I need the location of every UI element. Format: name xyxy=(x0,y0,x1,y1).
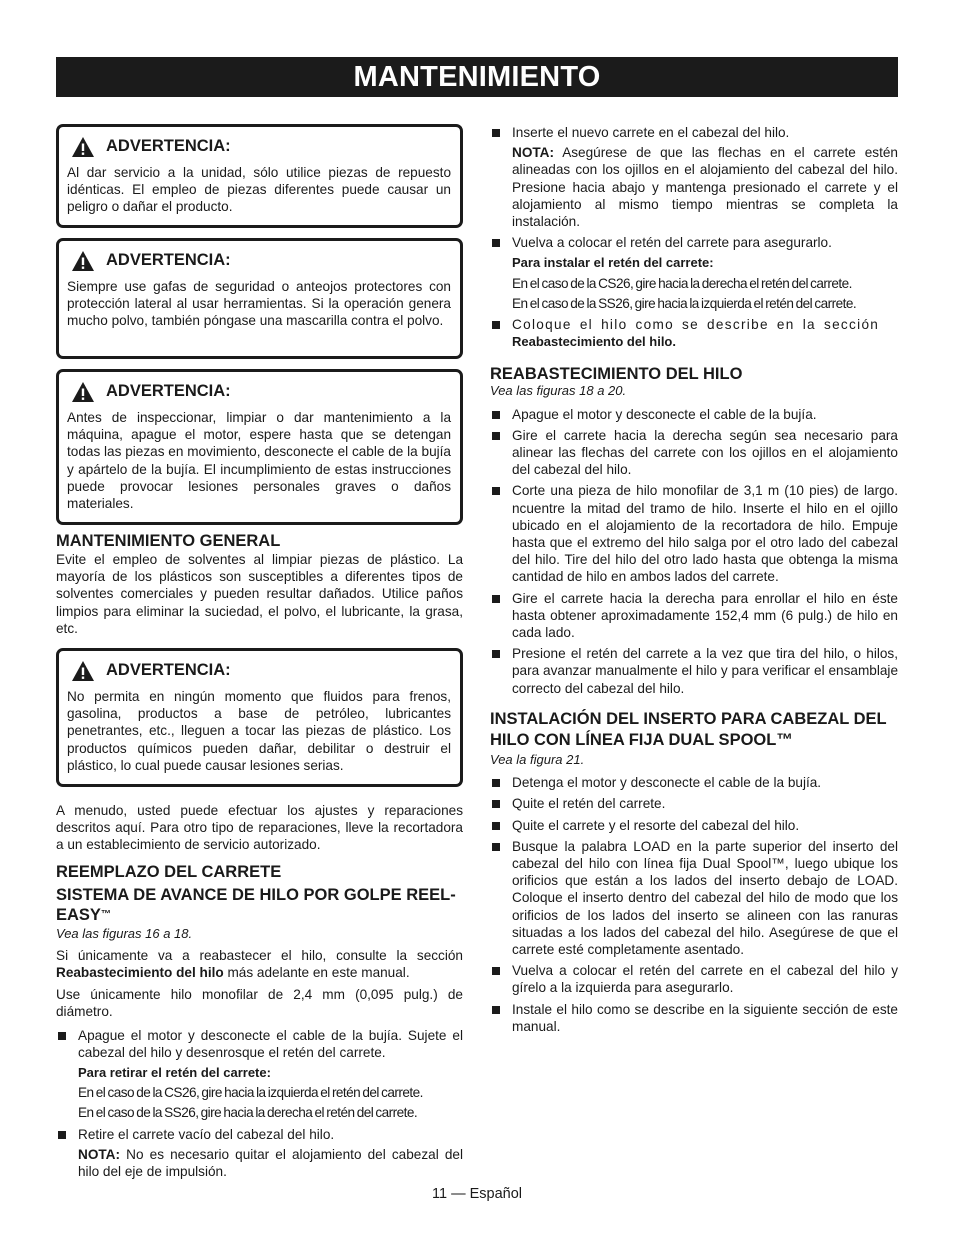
warning-text: Al dar servicio a la unidad, sólo utilice piezas de repuesto idénticas. El empleo de piezas diferentes puede causar un peligro o dañar el producto. xyxy=(67,165,451,215)
bullet-list xyxy=(490,406,898,697)
warning-box xyxy=(56,238,463,359)
left-column xyxy=(56,124,463,1184)
list-item: Vuelva a colocar el retén del carrete en el cabezal del hilo y gírelo a la izquierda para asegurarlo. xyxy=(490,962,898,996)
list-item: Apague el motor y desconecte el cable de la bujía. xyxy=(490,406,898,423)
list-item: Gire el carrete hacia la derecha según sea necesario para alinear las flechas del carrete con los ojillos en el alojamiento del cabezal del hilo. xyxy=(490,427,898,479)
section-heading: MANTENIMIENTO GENERAL xyxy=(56,532,281,550)
general-text: Evite el empleo de solventes al limpiar piezas de plástico. La mayoría de los plásticos son susceptibles a diferentes tipos de solventes comerciales y pueden resultar dañados. Utilice paños limpios para eliminar la suciedad, el polvo, el lubricante, la grasa, etc. xyxy=(56,552,463,636)
warning-icon xyxy=(71,381,95,403)
warning-icon xyxy=(71,660,95,682)
instruction-line: En el caso de la SS26, gire hacia la derecha el retén del carrete. xyxy=(78,1105,418,1121)
list-item: Corte una pieza de hilo monofilar de 3,1 m (10 pies) de largo. ncuentre la mitad del tramo de hilo. Inserte el hilo en el ojillo ubicado en el alojamiento de la recortadora de hilo. Empuje hasta que el extremo del hilo salga por el otro lado del cabezal del hilo. Tire del hilo del otro lado hasta que obtenga la misma cantidad de hilo en ambos lados del carrete. xyxy=(490,482,898,585)
service-text: A menudo, usted puede efectuar los ajustes y reparaciones descritos aquí. Para otro tipo de reparaciones, lleve la recortadora a un establecimiento de servicio autorizado. xyxy=(56,803,463,853)
warning-box xyxy=(56,124,463,228)
warning-heading: ADVERTENCIA: xyxy=(71,381,451,403)
list-item: Vuelva a colocar el retén del carrete para asegurarlo. Para instalar el retén del carrete: En el caso de la CS26, gire hacia la derecha el retén del carrete. En el caso de la SS26, gire hacia la izquierda el retén del carrete. xyxy=(490,234,898,312)
list-item: Gire el carrete hacia la derecha para enrollar el hilo en éste hasta obtener aproximadamente 152,4 mm (6 pulg.) de hilo en cada lado. xyxy=(490,590,898,642)
instruction-line: En el caso de la SS26, gire hacia la izquierda el retén del carrete. xyxy=(512,295,857,311)
paragraph: Use únicamente hilo monofilar de 2,4 mm (0,095 pulg.) de diámetro. xyxy=(56,987,463,1020)
paragraph: Si únicamente va a reabastecer el hilo, consulte la sección Reabastecimiento del hilo más adelante en este manual. xyxy=(56,947,463,981)
bullet-list xyxy=(490,124,898,350)
section-heading: REABASTECIMIENTO DEL HILO xyxy=(490,365,743,384)
list-item: Quite el carrete y el resorte del cabezal del hilo. xyxy=(490,817,898,834)
note: NOTA: No es necesario quitar el alojamiento del cabezal del hilo del eje de impulsión. xyxy=(78,1146,463,1180)
note: NOTA: Asegúrese de que las flechas en el carrete estén alineadas con los ojillos en el alojamiento del cabezal del hilo. Presione hacia abajo y mantenga presionado el carrete y el alojamiento al mismo tiempo mientras se completa la instalación. xyxy=(512,145,898,230)
page-title: MANTENIMIENTO xyxy=(56,57,898,97)
list-item: Inserte el nuevo carrete en el cabezal del hilo. NOTA: Asegúrese de que las flechas en el carrete estén alineadas con los ojillos en el alojamiento del cabezal del hilo. Presione hacia abajo y mantenga presionado el carrete y el alojamiento al mismo tiempo mientras se completa la instalación. xyxy=(490,124,898,230)
section-heading: INSTALACIÓN DEL INSERTO PARA CABEZAL DEL HILO CON LÍNEA FIJA DUAL SPOOL™ xyxy=(490,709,887,749)
warning-heading: ADVERTENCIA: xyxy=(71,136,451,158)
figure-reference: Vea las figuras 18 a 20. xyxy=(490,383,627,399)
list-item: Quite el retén del carrete. xyxy=(490,795,898,812)
bullet-list xyxy=(56,1027,463,1181)
right-column xyxy=(490,124,898,1039)
figure-reference: Vea la figura 21. xyxy=(490,751,585,767)
list-item: Busque la palabra LOAD en la parte superior del inserto del cabezal del hilo con línea fija Dual Spool™, luego ubique los orificios que están a los lados del inserto debajo de LOAD. Coloque el inserto dentro del cabezal del hilo de modo que los orificios de los lados del inserto se alineen con las ranuras situadas a los lados del cabezal del hilo. Asegúrese de que el carrete esté completamente asentado. xyxy=(490,838,898,958)
warning-text: No permita en ningún momento que fluidos para frenos, gasolina, productos a base de petróleo, lubricantes penetrantes, etc., lleguen a tocar las piezas de plástico. Los productos químicos pueden dañar, debilitar o destruir el plástico, lo cual puede causar lesiones serias. xyxy=(67,689,451,773)
warning-text: Siempre use gafas de seguridad o anteojos protectores con protección lateral al usar herramientas. Si la operación genera mucho polvo, también póngase una mascarilla contra el polvo. xyxy=(67,279,451,329)
page-number: 11 xyxy=(431,1186,448,1202)
section-heading: REEMPLAZO DEL CARRETE xyxy=(56,862,282,881)
instruction-line: En el caso de la CS26, gire hacia la izquierda el retén del carrete. xyxy=(78,1085,423,1101)
page-footer: 11 — Español xyxy=(431,1186,523,1202)
list-item: Retire el carrete vacío del cabezal del hilo. NOTA: No es necesario quitar el alojamiento del cabezal del hilo del eje de impulsión. xyxy=(56,1126,463,1181)
figure-reference: Vea las figuras 16 a 18. xyxy=(56,925,193,941)
instruction-label: Para retirar el retén del carrete: xyxy=(78,1065,271,1081)
instruction-label: Para instalar el retén del carrete: xyxy=(512,255,714,271)
bullet-list xyxy=(490,774,898,1035)
warning-text: Antes de inspeccionar, limpiar o dar mantenimiento a la máquina, apague el motor, espere hasta que se detengan todas las piezas en movimiento, desconecte el cable de la bujía y apártelo de la bujía. El incumplimiento de estas instrucciones puede provocar lesiones personales graves o daños materiales. xyxy=(67,410,451,512)
instruction-line: En el caso de la CS26, gire hacia la derecha el retén del carrete. xyxy=(512,275,852,291)
section-subheading: SISTEMA DE AVANCE DE HILO POR GOLPE REEL-EASY™ xyxy=(56,885,456,924)
warning-box xyxy=(56,648,463,787)
language-label: Español xyxy=(469,1186,523,1202)
list-item: Presione el retén del carrete a la vez que tira del hilo, o hilos, para avanzar manualmente el hilo y para verificar el ensamblaje correcto del cabezal del hilo. xyxy=(490,645,898,697)
list-item: Apague el motor y desconecte el cable de la bujía. Sujete el cabezal del hilo y desenrosque el retén del carrete. Para retirar el retén del carrete: En el caso de la CS26, gire hacia la izquierda el retén del carrete. En el caso de la SS26, gire hacia la derecha el retén del carrete. xyxy=(56,1027,463,1122)
warning-icon xyxy=(71,250,95,272)
list-item: Detenga el motor y desconecte el cable de la bujía. xyxy=(490,774,898,791)
list-item: Instale el hilo como se describe en la siguiente sección de este manual. xyxy=(490,1001,898,1035)
warning-heading: ADVERTENCIA: xyxy=(71,660,451,682)
warning-heading: ADVERTENCIA: xyxy=(71,250,451,272)
list-item: Coloque el hilo como se describe en la sección Reabastecimiento del hilo. xyxy=(490,316,898,350)
warning-icon xyxy=(71,136,95,158)
warning-box xyxy=(56,369,463,525)
